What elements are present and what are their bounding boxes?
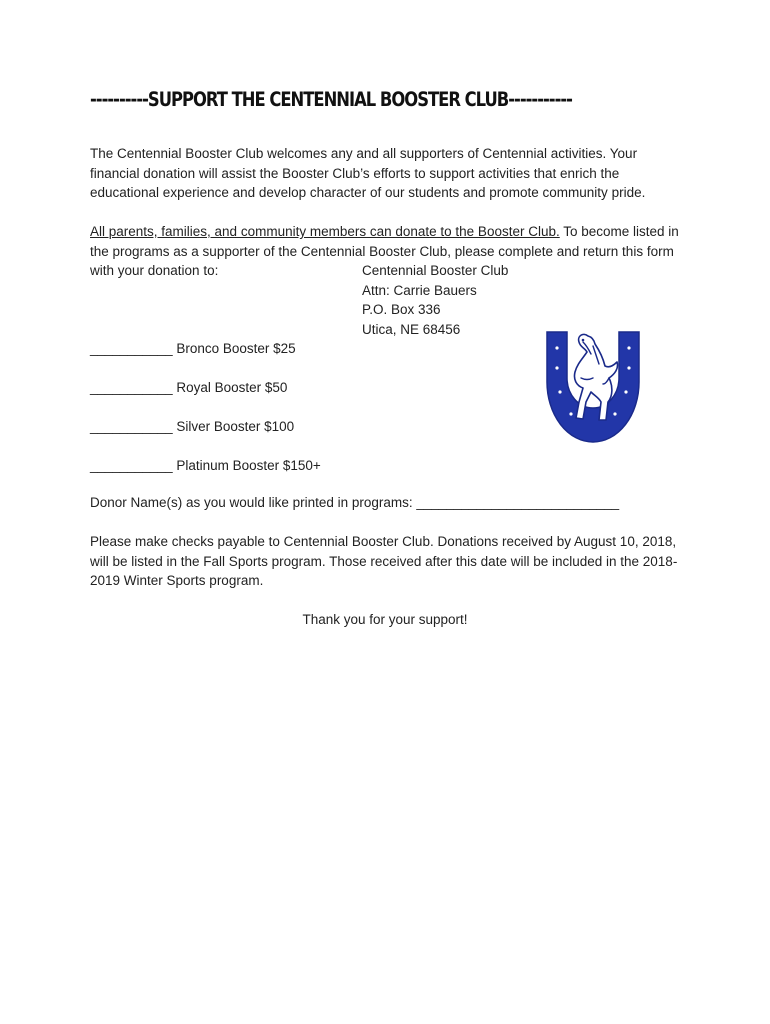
- intro-paragraph: The Centennial Booster Club welcomes any and all supporters of Centennial activities. Your financial donation will assist the Booster Club’s efforts to support activities that enrich the educational experience and develop character of our students and promote community pride.: [90, 146, 646, 200]
- address-line-3: P.O. Box 336: [362, 302, 441, 317]
- address-line-4: Utica, NE 68456: [362, 321, 461, 337]
- checks-note: Please make checks payable to Centennial Booster Club. Donations received by August 10, 2018, will be listed in the Fall Sports program. Those received after this date will be included in the 2018-2019 Winter Sports program.: [90, 534, 678, 588]
- level-bronco: ___________ Bronco Booster $25: [90, 341, 296, 356]
- page-title: ----------SUPPORT THE CENTENNIAL BOOSTER CLUB-----------: [90, 88, 572, 111]
- invite-rest-text: To become listed in the programs as a supporter of the Centennial Booster Club, please complete and return this form with your donation to:: [90, 224, 679, 278]
- level-platinum: ___________ Platinum Booster $150+: [90, 458, 321, 473]
- address-line-2: Attn: Carrie Bauers: [362, 282, 477, 298]
- thank-you-text: Thank you for your support!: [302, 612, 468, 627]
- mailing-address: [362, 261, 508, 339]
- donor-name-line: Donor Name(s) as you would like printed in programs: ___________________________: [90, 495, 620, 510]
- horseshoe-bronco-logo-icon: [533, 322, 653, 450]
- invite-underlined-text: All parents, families, and community members can donate to the Booster Club.: [90, 224, 560, 239]
- level-silver: ___________ Silver Booster $100: [90, 419, 295, 434]
- level-royal: ___________ Royal Booster $50: [90, 380, 288, 395]
- address-line-1: Centennial Booster Club: [362, 263, 509, 278]
